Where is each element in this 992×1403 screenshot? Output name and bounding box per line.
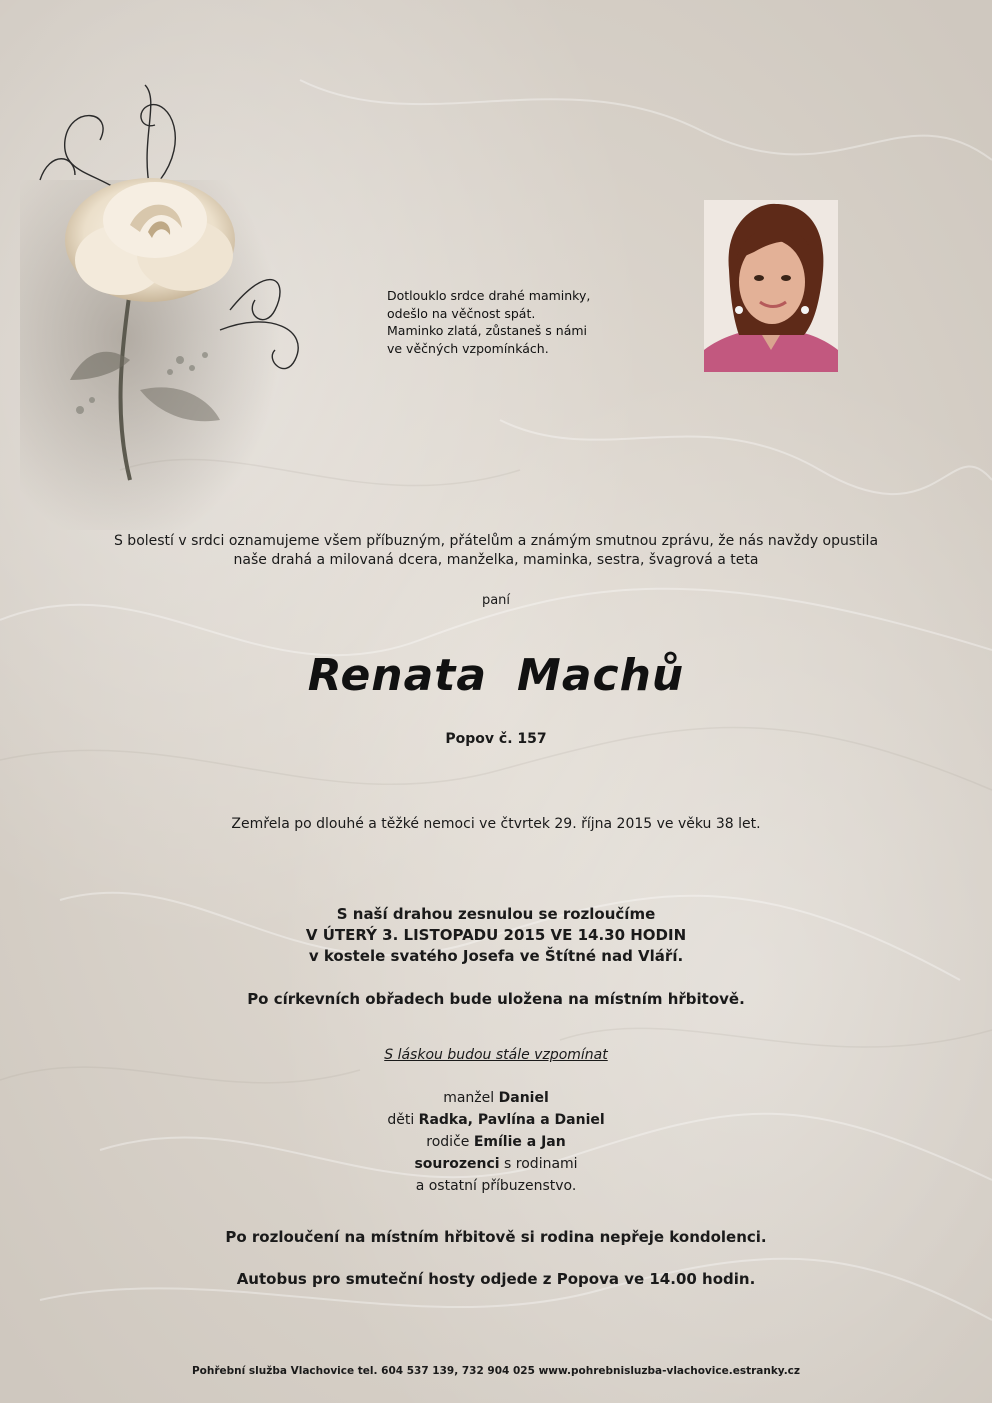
burial-info: Po církevních obřadech bude uložena na místním hřbitově.	[247, 990, 745, 1008]
ceremony-line-2: V ÚTERÝ 3. LISTOPADU 2015 VE 14.30 HODIN	[305, 926, 687, 944]
family-list	[0, 1087, 992, 1197]
rose-decoration	[20, 60, 320, 530]
deceased-name	[0, 650, 992, 701]
rose-flower	[65, 178, 235, 302]
first-name: Renata	[307, 650, 488, 701]
poem-line: Maminko zlatá, zůstaneš s námi	[387, 323, 588, 338]
deceased-portrait	[704, 200, 838, 372]
family-siblings: sourozenci s rodinami	[414, 1156, 578, 1172]
family-relatives: a ostatní příbuzenstvo.	[415, 1178, 577, 1194]
title-word: paní	[481, 593, 511, 608]
family-children: děti Radka, Pavlína a Daniel	[387, 1112, 605, 1128]
family-parents: rodiče Emílie a Jan	[426, 1134, 566, 1150]
poem-line: odešlo na věčnost spát.	[387, 305, 536, 321]
deceased-address: Popov č. 157	[445, 731, 547, 747]
bus-note: Autobus pro smuteční hosty odjede z Popova ve 14.00 hodin.	[236, 1270, 756, 1288]
poem-line: ve věčných vzpomínkách.	[387, 340, 549, 356]
poem-line: Dotlouklo srdce drahé maminky,	[387, 288, 591, 303]
ceremony-line-3: v kostele svatého Josefa ve Štítné nad Vláří.	[308, 947, 684, 965]
family-husband: manžel Daniel	[443, 1090, 549, 1106]
memorial-poem	[387, 287, 647, 357]
announcement-line-1: S bolestí v srdci oznamujeme všem příbuzným, přátelům a známým smutnou zprávu, že nás navždy opustila	[113, 533, 879, 549]
ceremony-line-1: S naší drahou zesnulou se rozloučíme	[336, 905, 656, 923]
death-info: Zemřela po dlouhé a těžké nemoci ve čtvrtek 29. října 2015 ve věku 38 let.	[231, 816, 761, 832]
announcement	[0, 532, 992, 570]
announcement-line-2: naše drahá a milovaná dcera, manželka, maminka, sestra, švagrová a teta	[233, 552, 759, 568]
ceremony-info	[0, 904, 992, 967]
funeral-service-footer: Pohřební služba Vlachovice tel. 604 537 139, 732 904 025 www.pohrebnisluzba-vlachovice.estranky.cz	[191, 1365, 801, 1377]
last-name: Machů	[517, 650, 685, 701]
loving-heading: S láskou budou stále vzpomínat	[384, 1047, 608, 1063]
condolence-note: Po rozloučení na místním hřbitově si rodina nepřeje kondolenci.	[225, 1228, 767, 1246]
